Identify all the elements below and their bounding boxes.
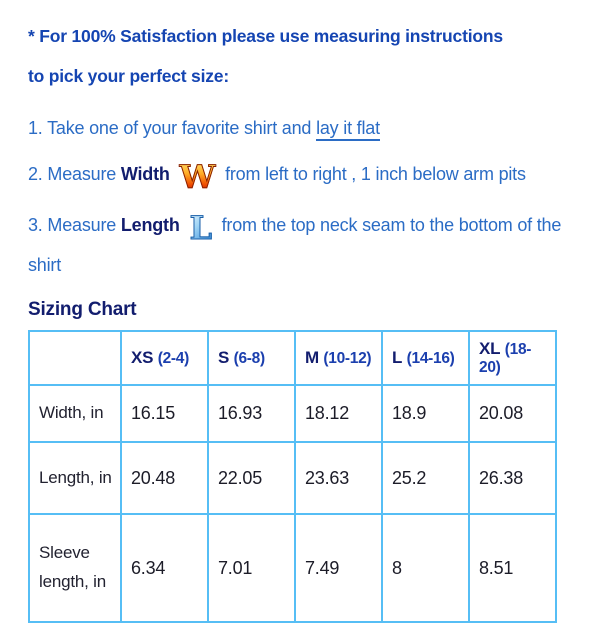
sizing-chart-table <box>28 330 557 623</box>
length-m-value: 23.63 <box>295 442 382 514</box>
length-s-value: 22.05 <box>208 442 295 514</box>
width-l-value: 18.9 <box>382 385 469 442</box>
sleeve-m-value: 7.49 <box>295 514 382 622</box>
length-letter-icon: L <box>189 209 212 247</box>
size-range-s: (6-8) <box>233 350 265 367</box>
satisfaction-note-line1: * For 100% Satisfaction please use measuring instructions <box>28 26 503 46</box>
header-cell-empty <box>29 331 121 385</box>
size-range-m: (10-12) <box>323 350 372 367</box>
size-name-l: L <box>392 348 403 367</box>
header-cell-s <box>208 331 295 385</box>
header-cell-xl <box>469 331 556 385</box>
header-cell-xs <box>121 331 208 385</box>
step-2-suffix: from left to right , 1 inch below arm pits <box>225 164 526 184</box>
row-label-sleeve-length: Sleeve length, in <box>29 514 121 622</box>
length-xl-value: 26.38 <box>469 442 556 514</box>
size-range-xl: (18-20) <box>479 341 532 376</box>
table-header-row <box>29 331 556 385</box>
length-xs-value: 20.48 <box>121 442 208 514</box>
header-cell-l <box>382 331 469 385</box>
width-s-value: 16.93 <box>208 385 295 442</box>
step-1-text: 1. Take one of your favorite shirt and <box>28 118 312 138</box>
step-1-lay-flat <box>28 118 572 139</box>
size-name-m: M <box>305 348 319 367</box>
length-keyword: Length <box>120 215 180 235</box>
row-label-length: Length, in <box>29 442 121 514</box>
satisfaction-note <box>28 16 572 96</box>
size-name-xs: XS <box>131 348 154 367</box>
table-row-sleeve-length <box>29 514 556 622</box>
width-xl-value: 20.08 <box>469 385 556 442</box>
width-m-value: 18.12 <box>295 385 382 442</box>
width-xs-value: 16.15 <box>121 385 208 442</box>
size-name-s: S <box>218 348 230 367</box>
table-row-length <box>29 442 556 514</box>
size-range-l: (14-16) <box>406 350 455 367</box>
width-keyword: Width <box>120 164 170 184</box>
step-3-text: 3. Measure <box>28 215 117 235</box>
lay-it-flat-underlined-text: lay it flat <box>316 118 380 141</box>
header-cell-m <box>295 331 382 385</box>
step-3-suffix: from the top neck seam to the bottom of the shirt <box>28 215 562 275</box>
sleeve-xs-value: 6.34 <box>121 514 208 622</box>
row-label-width: Width, in <box>29 385 121 442</box>
size-name-xl: XL <box>479 339 501 358</box>
satisfaction-note-line2: to pick your perfect size: <box>28 66 229 86</box>
table-row-width <box>29 385 556 442</box>
width-letter-icon: W <box>179 158 216 196</box>
size-range-xs: (2-4) <box>157 350 189 367</box>
sleeve-s-value: 7.01 <box>208 514 295 622</box>
sleeve-xl-value: 8.51 <box>469 514 556 622</box>
sleeve-l-value: 8 <box>382 514 469 622</box>
sizing-chart-heading: Sizing Chart <box>28 299 137 320</box>
step-2-text: 2. Measure <box>28 164 117 184</box>
length-l-value: 25.2 <box>382 442 469 514</box>
step-3-measure-length <box>28 205 563 285</box>
step-2-measure-width <box>28 158 572 196</box>
